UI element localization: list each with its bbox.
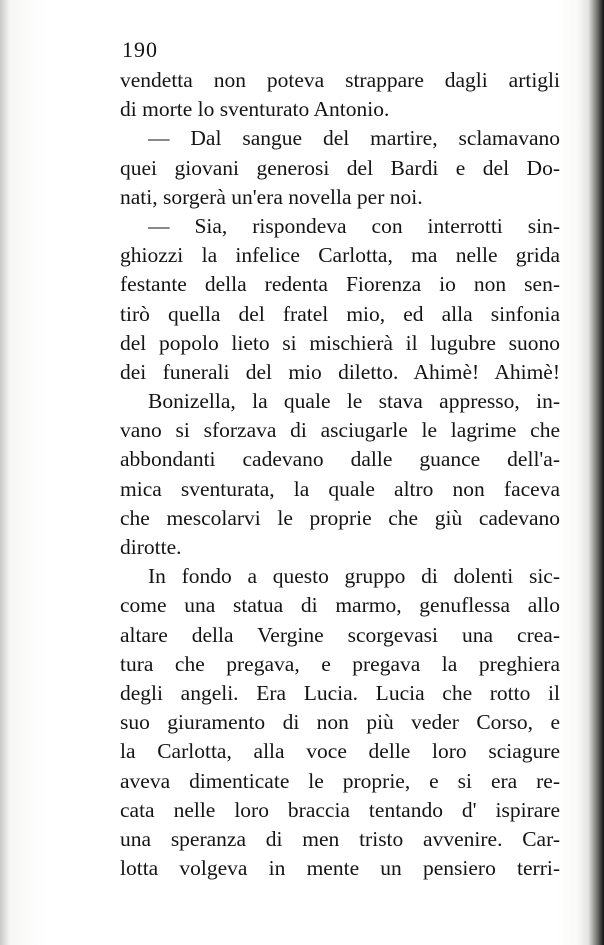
text-line: cata nelle loro braccia tentando d' ispirare (120, 797, 560, 822)
text-line: — Sia, rispondeva con interrotti sin- (148, 213, 560, 238)
page-number: 190 (122, 37, 158, 62)
text-line: del popolo lieto si mischierà il lugubre suono (120, 330, 560, 355)
text-line: suo giuramento di non più veder Corso, e (120, 710, 560, 735)
text-line: festante della redenta Fiorenza io non sen- (120, 272, 560, 297)
text-line: mica sventurata, la quale altro non faceva (120, 476, 560, 501)
text-line: abbondanti cadevano dalle guance dell'a- (120, 447, 560, 472)
text-line: vano si sforzava di asciugarle le lagrime che (120, 418, 560, 443)
book-binding-shadow (578, 0, 604, 945)
text-line: tura che pregava, e pregava la preghiera (120, 651, 560, 676)
text-line: tirò quella del fratel mio, ed alla sinfonia (120, 301, 560, 326)
page-left-shadow (0, 0, 10, 945)
text-line: come una statua di marmo, genuflessa allo (120, 593, 560, 618)
text-line: una speranza di men tristo avvenire. Car- (120, 826, 560, 851)
text-line: altare della Vergine scorgevasi una crea- (120, 622, 560, 647)
text-line: di morte lo sventurato Antonio. (120, 97, 390, 122)
text-line: nati, sorgerà un'era novella per noi. (120, 184, 423, 209)
text-line: aveva dimenticate le proprie, e si era re- (120, 768, 560, 793)
text-line: Bonizella, la quale le stava appresso, in- (148, 389, 560, 414)
text-line: che mescolarvi le proprie che giù cadevano (120, 505, 560, 530)
text-line: ghiozzi la infelice Carlotta, ma nelle grida (120, 243, 560, 268)
text-line: dirotte. (120, 535, 182, 559)
text-line: quei giovani generosi del Bardi e del Do- (120, 155, 560, 180)
text-line: vendetta non poteva strappare dagli artigli (120, 68, 560, 92)
text-line: lotta volgeva in mente un pensiero terri- (120, 856, 560, 881)
text-line: dei funerali del mio diletto. Ahimè! Ahimè! (120, 359, 560, 384)
body-text (120, 66, 560, 883)
text-line: — Dal sangue del martire, sclamavano (148, 126, 560, 151)
text-line: la Carlotta, alla voce delle loro sciagure (120, 739, 560, 764)
text-line: In fondo a questo gruppo di dolenti sic- (148, 564, 560, 589)
text-line: degli angeli. Era Lucia. Lucia che rotto il (120, 680, 560, 705)
